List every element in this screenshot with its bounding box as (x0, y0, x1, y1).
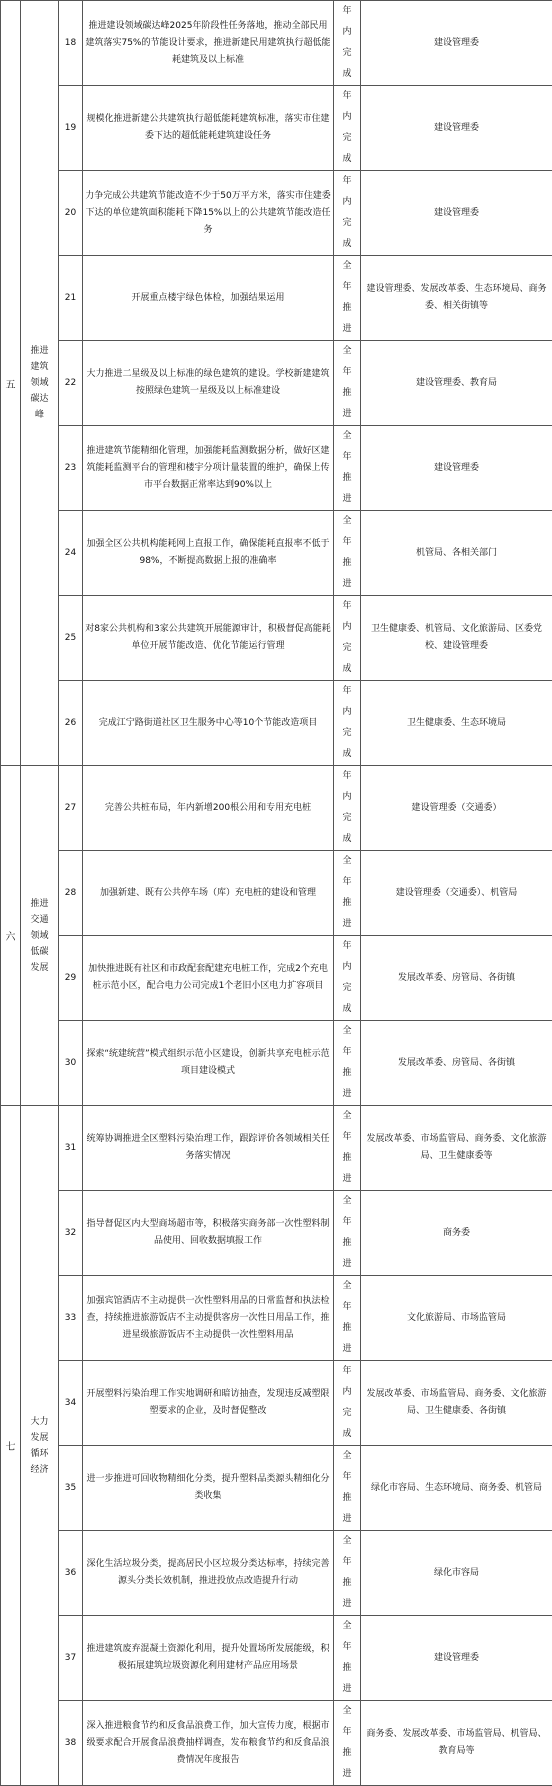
responsible-departments: 建设管理委（交通委） (361, 766, 552, 851)
table-row (1, 256, 552, 341)
task-timeline: 全 年 推 进 (334, 256, 361, 341)
table-row (1, 1446, 552, 1531)
task-number: 19 (59, 86, 83, 171)
table-row (1, 511, 552, 596)
task-timeline: 年 内 完 成 (334, 681, 361, 766)
task-description: 加强全区公共机构能耗网上直报工作，确保能耗直报率不低于98%，不断提高数据上报的准确率 (83, 511, 334, 596)
task-description: 推进建筑节能精细化管理，加强能耗监测数据分析，做好区建筑能耗监测平台的管理和楼宇分项计量装置的维护，确保上传市平台数据正常率达到90%以上 (83, 426, 334, 511)
task-description: 完成江宁路街道社区卫生服务中心等10个节能改造项目 (83, 681, 334, 766)
task-timeline: 全 年 推 进 (334, 1191, 361, 1276)
task-number: 26 (59, 681, 83, 766)
table-row (1, 1701, 552, 1786)
task-description: 加强宾馆酒店不主动提供一次性塑料用品的日常监督和执法检查，持续推进旅游饭店不主动提供客房一次性日用品工作，推进星级旅游饭店不主动提供一次性塑料用品 (83, 1276, 334, 1361)
task-description: 加强新建、既有公共停车场（库）充电桩的建设和管理 (83, 851, 334, 936)
responsible-departments: 建设管理委、发展改革委、生态环境局、商务委、相关街镇等 (361, 256, 552, 341)
task-description: 深化生活垃圾分类，提高居民小区垃圾分类达标率，持续完善源头分类长效机制，推进投放点改造提升行动 (83, 1531, 334, 1616)
task-timeline: 年 内 完 成 (334, 86, 361, 171)
task-number: 30 (59, 1021, 83, 1106)
table-row (1, 851, 552, 936)
task-description: 探索“统建统营”模式组织示范小区建设，创新共享充电桩示范项目建设模式 (83, 1021, 334, 1106)
task-description: 开展重点楼宇绿色体检，加强结果运用 (83, 256, 334, 341)
task-description: 指导督促区内大型商场超市等，积极落实商务部一次性塑料制品使用、回收数据填报工作 (83, 1191, 334, 1276)
table-row (1, 1106, 552, 1191)
task-description: 统筹协调推进全区塑料污染治理工作，跟踪评价各领域相关任务落实情况 (83, 1106, 334, 1191)
task-number: 36 (59, 1531, 83, 1616)
responsible-departments: 商务委 (361, 1191, 552, 1276)
responsible-departments: 机管局、各相关部门 (361, 511, 552, 596)
responsible-departments: 卫生健康委、生态环境局 (361, 681, 552, 766)
task-description: 开展塑料污染治理工作实地调研和暗访抽查，发现违反减塑限塑要求的企业，及时督促整改 (83, 1361, 334, 1446)
task-number: 37 (59, 1616, 83, 1701)
responsible-departments: 建设管理委 (361, 171, 552, 256)
task-timeline: 全 年 推 进 (334, 1531, 361, 1616)
task-timeline: 年 内 完 成 (334, 766, 361, 851)
task-description: 对8家公共机构和3家公共建筑开展能源审计，积极督促高能耗单位开展节能改造、优化节能运行管理 (83, 596, 334, 681)
task-number: 29 (59, 936, 83, 1021)
task-timeline: 全 年 推 进 (334, 341, 361, 426)
task-number: 33 (59, 1276, 83, 1361)
table-row (1, 426, 552, 511)
task-description: 进一步推进可回收物精细化分类，提升塑料品类源头精细化分类收集 (83, 1446, 334, 1531)
responsible-departments: 发展改革委、市场监管局、商务委、文化旅游局、卫生健康委等 (361, 1106, 552, 1191)
table-row (1, 1276, 552, 1361)
section-number: 七 (1, 1106, 21, 1786)
task-table-body (1, 1, 552, 1786)
task-timeline: 年 内 完 成 (334, 936, 361, 1021)
task-description: 力争完成公共建筑节能改造不少于50万平方米，落实市住建委下达的单位建筑面积能耗下降15%以上的公共建筑节能改造任务 (83, 171, 334, 256)
task-number: 32 (59, 1191, 83, 1276)
responsible-departments: 发展改革委、房管局、各街镇 (361, 1021, 552, 1106)
task-number: 25 (59, 596, 83, 681)
responsible-departments: 发展改革委、市场监管局、商务委、文化旅游局、卫生健康委、各街镇 (361, 1361, 552, 1446)
section-number: 六 (1, 766, 21, 1106)
table-row (1, 766, 552, 851)
task-number: 27 (59, 766, 83, 851)
section-category: 推进 交通 领域 低碳 发展 (21, 766, 59, 1106)
table-row (1, 86, 552, 171)
task-timeline: 全 年 推 进 (334, 1021, 361, 1106)
task-number: 23 (59, 426, 83, 511)
table-row (1, 936, 552, 1021)
task-timeline: 年 内 完 成 (334, 596, 361, 681)
task-number: 20 (59, 171, 83, 256)
table-row (1, 341, 552, 426)
section-category: 推进 建筑 领域 碳达 峰 (21, 1, 59, 766)
table-row (1, 1021, 552, 1106)
task-timeline: 全 年 推 进 (334, 851, 361, 936)
task-number: 21 (59, 256, 83, 341)
table-row (1, 596, 552, 681)
table-row (1, 1, 552, 86)
table-row (1, 1191, 552, 1276)
responsible-departments: 绿化市容局、生态环境局、商务委、机管局 (361, 1446, 552, 1531)
table-row (1, 1361, 552, 1446)
table-row (1, 1616, 552, 1701)
table-row (1, 681, 552, 766)
task-timeline: 全 年 推 进 (334, 1106, 361, 1191)
responsible-departments: 建设管理委（交通委）、机管局 (361, 851, 552, 936)
responsible-departments: 商务委、发展改革委、市场监管局、机管局、教育局等 (361, 1701, 552, 1786)
task-timeline: 全 年 推 进 (334, 1616, 361, 1701)
task-timeline: 年 内 完 成 (334, 171, 361, 256)
responsible-departments: 建设管理委 (361, 1, 552, 86)
section-number: 五 (1, 1, 21, 766)
responsible-departments: 卫生健康委、机管局、文化旅游局、区委党校、建设管理委 (361, 596, 552, 681)
task-timeline: 全 年 推 进 (334, 1446, 361, 1531)
task-number: 18 (59, 1, 83, 86)
section-category: 大力 发展 循环 经济 (21, 1106, 59, 1786)
task-number: 34 (59, 1361, 83, 1446)
task-timeline: 全 年 推 进 (334, 426, 361, 511)
responsible-departments: 发展改革委、房管局、各街镇 (361, 936, 552, 1021)
task-description: 完善公共桩布局，年内新增200根公用和专用充电桩 (83, 766, 334, 851)
task-timeline: 年 内 完 成 (334, 1, 361, 86)
responsible-departments: 绿化市容局 (361, 1531, 552, 1616)
table-row (1, 171, 552, 256)
responsible-departments: 建设管理委 (361, 426, 552, 511)
task-timeline: 年 内 完 成 (334, 1361, 361, 1446)
task-timeline: 全 年 推 进 (334, 511, 361, 596)
task-number: 35 (59, 1446, 83, 1531)
task-timeline: 全 年 推 进 (334, 1276, 361, 1361)
responsible-departments: 文化旅游局、市场监管局 (361, 1276, 552, 1361)
responsible-departments: 建设管理委 (361, 86, 552, 171)
task-number: 22 (59, 341, 83, 426)
task-description: 规模化推进新建公共建筑执行超低能耗建筑标准，落实市住建委下达的超低能耗建筑建设任务 (83, 86, 334, 171)
task-description: 推进建设领域碳达峰2025年阶段性任务落地，推动全部民用建筑落实75%的节能设计要求，推进新建民用建筑执行超低能耗建筑及以上标准 (83, 1, 334, 86)
task-number: 31 (59, 1106, 83, 1191)
task-description: 加快推进既有社区和市政配套配建充电桩工作，完成2个充电桩示范小区，配合电力公司完成1个老旧小区电力扩容项目 (83, 936, 334, 1021)
task-number: 24 (59, 511, 83, 596)
task-description: 大力推进二星级及以上标准的绿色建筑的建设。学校新建建筑按照绿色建筑一星级及以上标准建设 (83, 341, 334, 426)
task-number: 28 (59, 851, 83, 936)
task-number: 38 (59, 1701, 83, 1786)
task-timeline: 全 年 推 进 (334, 1701, 361, 1786)
table-row (1, 1531, 552, 1616)
task-description: 推进建筑废弃混凝土资源化利用，提升处置场所发展能级，积极拓展建筑垃圾资源化利用建材产品应用场景 (83, 1616, 334, 1701)
task-description: 深入推进粮食节约和反食品浪费工作，加大宣传力度，根据市级要求配合开展食品浪费抽样调查，发布粮食节约和反食品浪费情况年度报告 (83, 1701, 334, 1786)
responsible-departments: 建设管理委、教育局 (361, 341, 552, 426)
responsible-departments: 建设管理委 (361, 1616, 552, 1701)
